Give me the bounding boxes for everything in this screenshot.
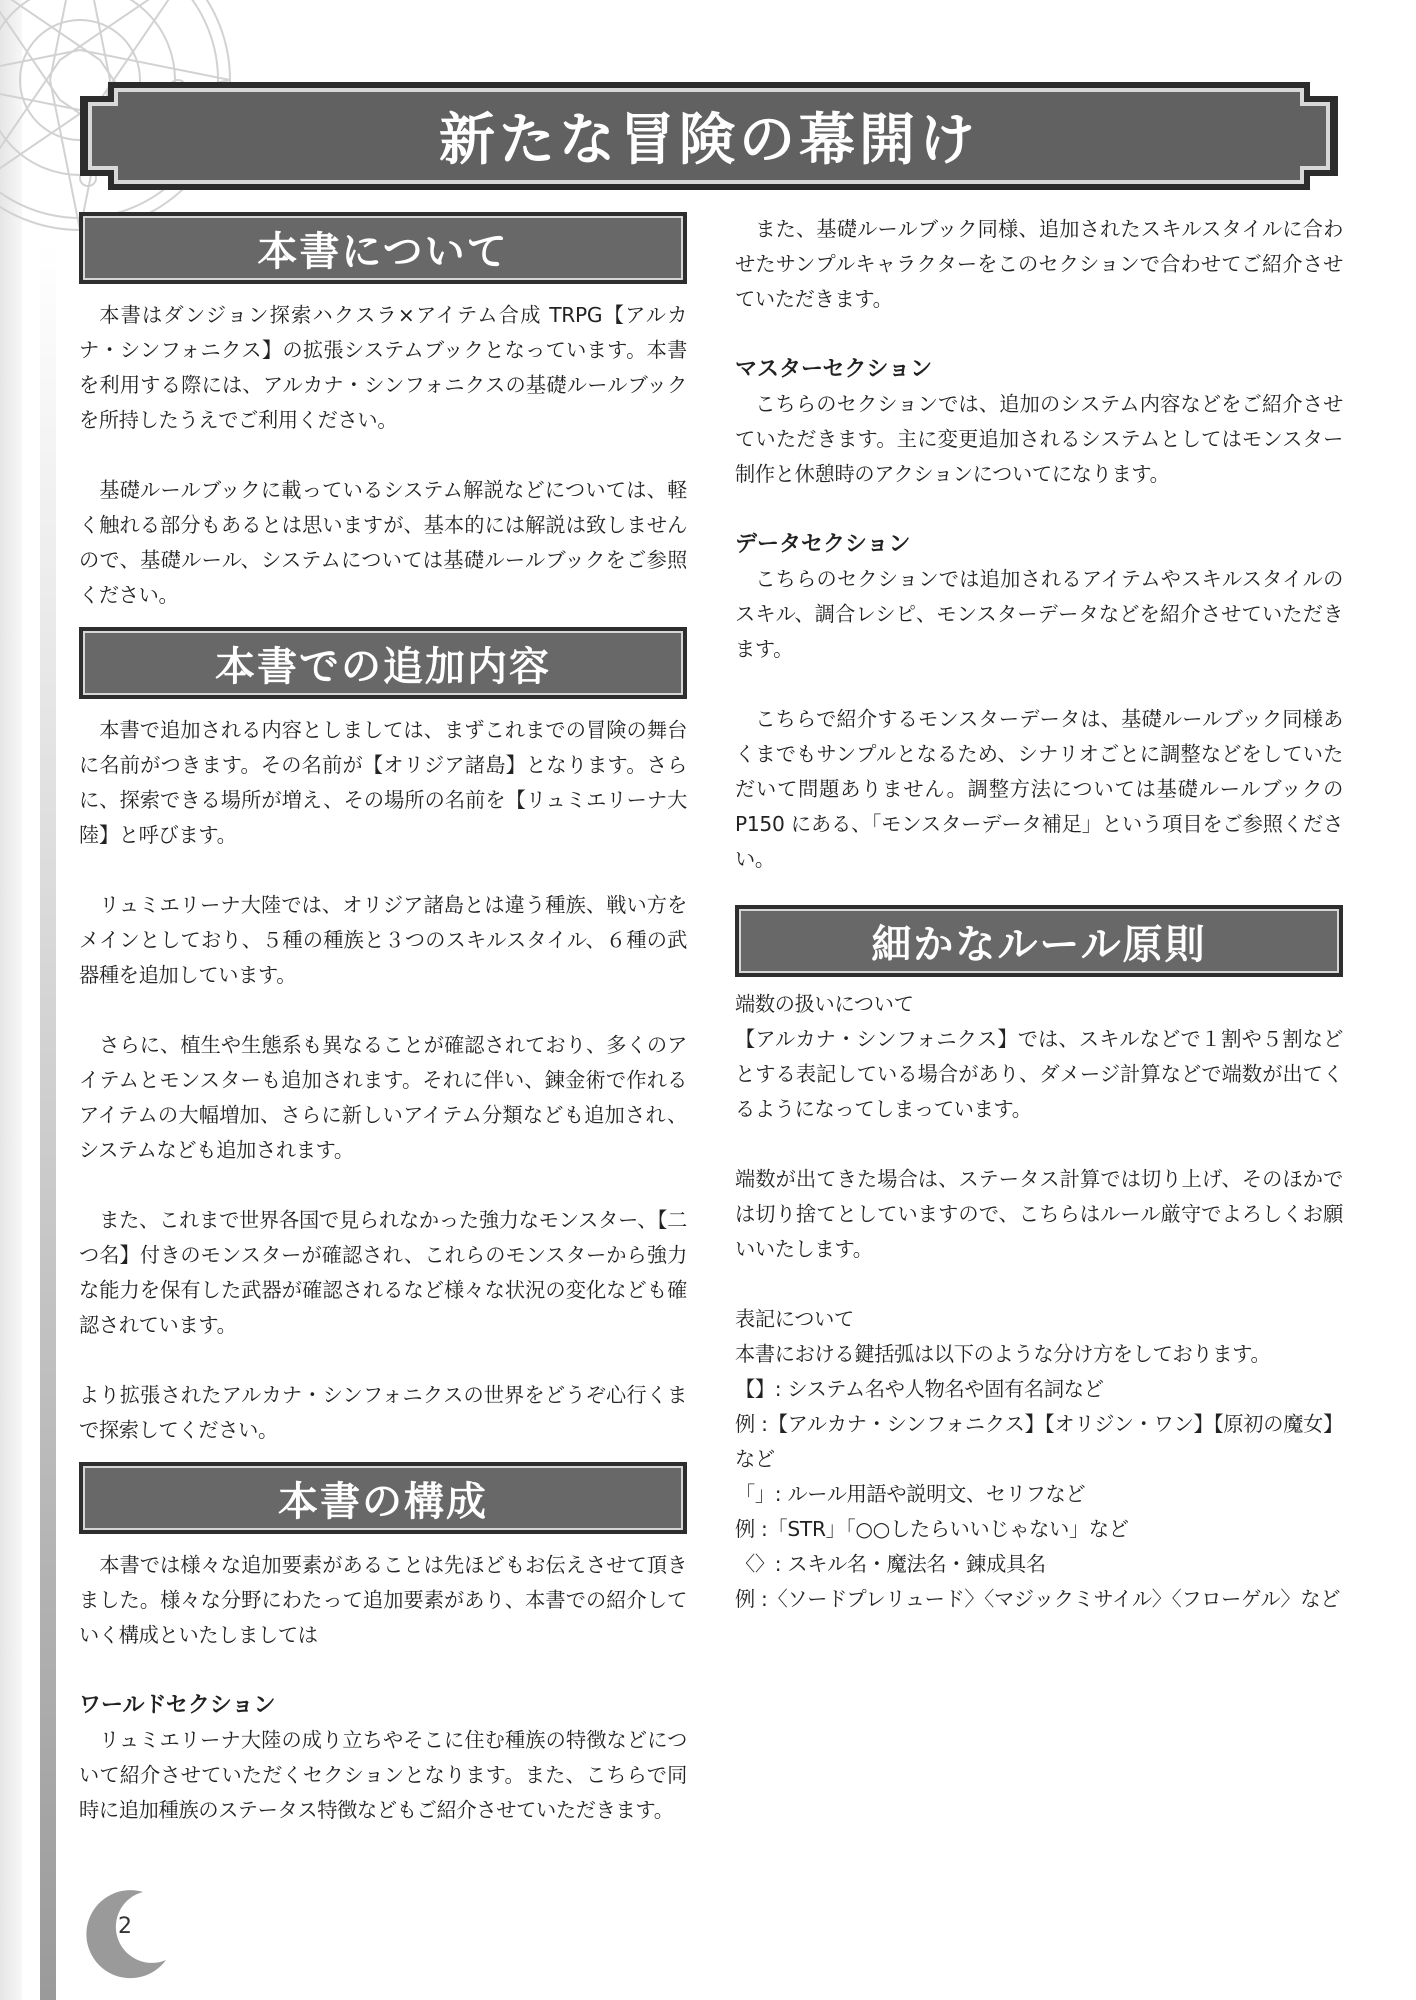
notation-item-3: 〈〉: スキル名・魔法名・錬成具名 (735, 1552, 1046, 1576)
notation-example-1: 例 :【アルカナ・シンフォニクス】【オリジン・ワン】【原初の魔女】など (735, 1412, 1343, 1471)
page-number: 2 (118, 1914, 132, 1939)
section-heading-about: 本書について (79, 212, 687, 284)
left-column (79, 212, 687, 1828)
about-paragraph-2: 基礎ルールブックに載っているシステム解説などについては、軽く触れる部分もあるとは思いますが、基本的には解説は致しませんので、基礎ルール、システムについては基礎ルールブックをご参照ください。 (79, 478, 687, 607)
page-title: 新たな冒険の幕開け (439, 107, 979, 173)
title-banner (78, 80, 1340, 192)
world-section-title: ワールドセクション (79, 1693, 276, 1718)
additions-paragraph-5: より拡張されたアルカナ・シンフォニクスの世界をどうぞ心行くまで探索してください。 (79, 1383, 687, 1442)
fraction-text-2: 端数が出てきた場合は、ステータス計算では切り上げ、そのほかでは切り捨てとしていますので、こちらはルール厳守でよろしくお願いいたします。 (735, 1167, 1343, 1261)
page-edge-gradient (40, 240, 56, 2000)
master-section-text: こちらのセクションでは、追加のシステム内容などをご紹介させていただきます。主に変更追加されるシステムとしてはモンスター制作と休憩時のアクションについてになります。 (735, 392, 1343, 486)
additions-paragraph-1: 本書で追加される内容としましては、まずこれまでの冒険の舞台に名前がつきます。その名前が【オリジア諸島】となります。さらに、探索できる場所が増え、その場所の名前を【リュミエリーナ大陸】と呼びます。 (79, 718, 687, 847)
structure-paragraph-1: 本書では様々な追加要素があることは先ほどもお伝えさせて頂きました。様々な分野にわたって追加要素があり、本書での紹介していく構成といたしましては (79, 1553, 687, 1647)
fraction-text: 【アルカナ・シンフォニクス】では、スキルなどで１割や５割などとする表記している場合があり、ダメージ計算などで端数が出てくるようになってしまっています。 (735, 1027, 1343, 1121)
fraction-title: 端数の扱いについて (735, 992, 914, 1016)
world-section-continued: また、基礎ルールブック同様、追加されたスキルスタイルに合わせたサンプルキャラクターをこのセクションで合わせてご紹介させていただきます。 (735, 217, 1343, 311)
notation-title: 表記について (735, 1307, 854, 1331)
section-heading-structure: 本書の構成 (79, 1462, 687, 1534)
data-section-text-2: こちらで紹介するモンスターデータは、基礎ルールブック同様あくまでもサンプルとなるため、シナリオごとに調整などをしていただいて問題ありません。調整方法については基礎ルールブックの P150 にある、「モンスターデータ補足」という項目をご参照ください。 (735, 707, 1343, 871)
notation-item-2: 「」: ルール用語や説明文、セリフなど (735, 1482, 1086, 1506)
data-section-text: こちらのセクションでは追加されるアイテムやスキルスタイルのスキル、調合レシピ、モンスターデータなどを紹介させていただきます。 (735, 567, 1343, 661)
data-section-title: データセクション (735, 532, 911, 557)
section-heading-additions: 本書での追加内容 (79, 627, 687, 699)
section-heading-rules: 細かなルール原則 (735, 905, 1343, 977)
additions-paragraph-2: リュミエリーナ大陸では、オリジア諸島とは違う種族、戦い方をメインとしており、５種の種族と３つのスキルスタイル、６種の武器種を追加しています。 (79, 893, 687, 987)
about-paragraph-1: 本書はダンジョン探索ハクスラ×アイテム合成 TRPG【アルカナ・シンフォニクス】の拡張システムブックとなっています。本書を利用する際には、アルカナ・シンフォニクスの基礎ルールブックを所持したうえでご利用ください。 (79, 303, 687, 432)
world-section-text: リュミエリーナ大陸の成り立ちやそこに住む種族の特徴などについて紹介させていただくセクションとなります。また、こちらで同時に追加種族のステータス特徴などもご紹介させていただきます。 (79, 1728, 687, 1822)
additions-paragraph-4: また、これまで世界各国で見られなかった強力なモンスター、【二つ名】付きのモンスターが確認され、これらのモンスターから強力な能力を保有した武器が確認されるなど様々な状況の変化なども確認されています。 (79, 1208, 687, 1337)
right-column (735, 212, 1343, 1617)
page-edge-strip (0, 0, 22, 2000)
notation-example-3: 例 :〈ソードプレリュード〉〈マジックミサイル〉〈フローゲル〉など (735, 1587, 1341, 1611)
page-number-badge (68, 1878, 178, 1988)
notation-example-2: 例 :「STR」「○○したらいいじゃない」など (735, 1517, 1129, 1541)
notation-item-1: 【】: システム名や人物名や固有名詞など (735, 1377, 1104, 1401)
additions-paragraph-3: さらに、植生や生態系も異なることが確認されており、多くのアイテムとモンスターも追加されます。それに伴い、錬金術で作れるアイテムの大幅増加、さらに新しいアイテム分類なども追加され、システムなども追加されます。 (79, 1033, 687, 1162)
notation-intro: 本書における鍵括弧は以下のような分け方をしております。 (735, 1342, 1271, 1366)
master-section-title: マスターセクション (735, 357, 933, 382)
